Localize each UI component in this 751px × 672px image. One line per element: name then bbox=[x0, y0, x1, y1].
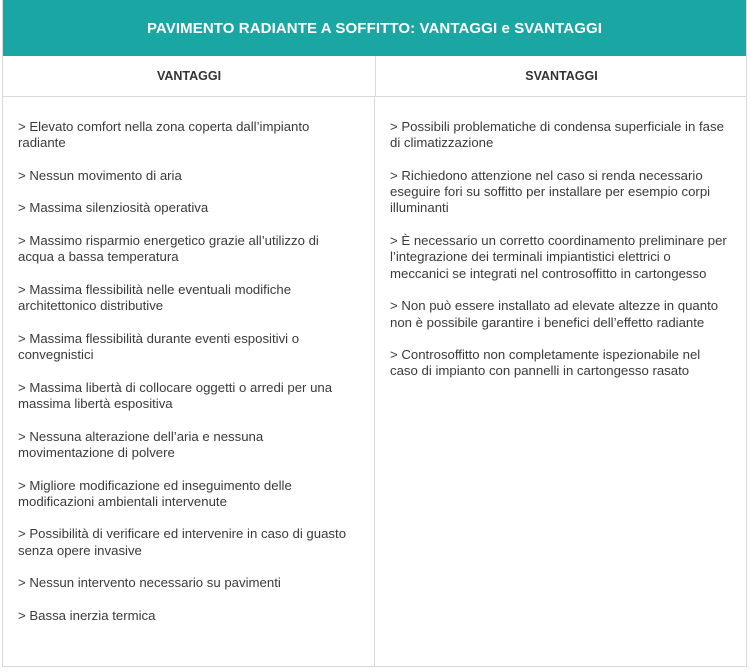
table-title: PAVIMENTO RADIANTE A SOFFITTO: VANTAGGI e SVANTAGGI bbox=[3, 0, 746, 56]
vantaggi-column bbox=[3, 97, 375, 666]
svantaggi-item: > Possibili problematiche di condensa superficiale in fase di climatizzazione bbox=[390, 119, 724, 151]
svantaggi-item: > Richiedono attenzione nel caso si renda necessario eseguire fori su soffitto per installare per esempio corpi illuminanti bbox=[390, 167, 711, 216]
svantaggi-item: > È necessario un corretto coordinamento preliminare per l’integrazione dei terminali impiantistici elettrici o meccanici se integrati nel controsoffitto in cartongesso bbox=[390, 233, 727, 281]
column-header-svantaggi: SVANTAGGI bbox=[525, 69, 598, 83]
vantaggi-item: > Elevato comfort nella zona coperta dall’impianto radiante bbox=[18, 119, 310, 151]
header-row bbox=[3, 56, 746, 97]
vantaggi-item: > Massimo risparmio energetico grazie all’utilizzo di acqua a bassa temperatura bbox=[18, 233, 319, 265]
vantaggi-item: > Nessuna alterazione dell’aria e nessuna movimentazione di polvere bbox=[18, 428, 264, 460]
column-header-vantaggi: VANTAGGI bbox=[3, 56, 376, 96]
vantaggi-item: > Bassa inerzia termica bbox=[18, 607, 156, 623]
svantaggi-column bbox=[375, 97, 746, 666]
vantaggi-item: > Migliore modificazione ed inseguimento delle modificazioni ambientali intervenute bbox=[18, 477, 292, 509]
vantaggi-item: > Nessun movimento di aria bbox=[18, 167, 182, 183]
vantaggi-item: > Possibilità di verificare ed intervenire in caso di guasto senza opere invasive bbox=[18, 526, 347, 558]
svantaggi-item: > Controsoffitto non completamente ispezionabile nel caso di impianto con pannelli in cartongesso rasato bbox=[390, 347, 701, 379]
comparison-table bbox=[2, 0, 747, 667]
vantaggi-item: > Nessun intervento necessario su pavimenti bbox=[18, 575, 281, 591]
vantaggi-item: > Massima flessibilità durante eventi espositivi o convegnistici bbox=[18, 330, 300, 363]
vantaggi-item: > Massima flessibilità nelle eventuali modifiche architettonico distributive bbox=[18, 281, 292, 314]
vantaggi-item: > Massima silenziosità operativa bbox=[18, 200, 209, 216]
body-row bbox=[3, 97, 746, 666]
vantaggi-item: > Massima libertà di collocare oggetti o arredi per una massima libertà espositiva bbox=[18, 379, 333, 412]
svantaggi-item: > Non può essere installato ad elevate altezze in quanto non è possibile garantire i benefici dell’effetto radiante bbox=[390, 298, 719, 330]
